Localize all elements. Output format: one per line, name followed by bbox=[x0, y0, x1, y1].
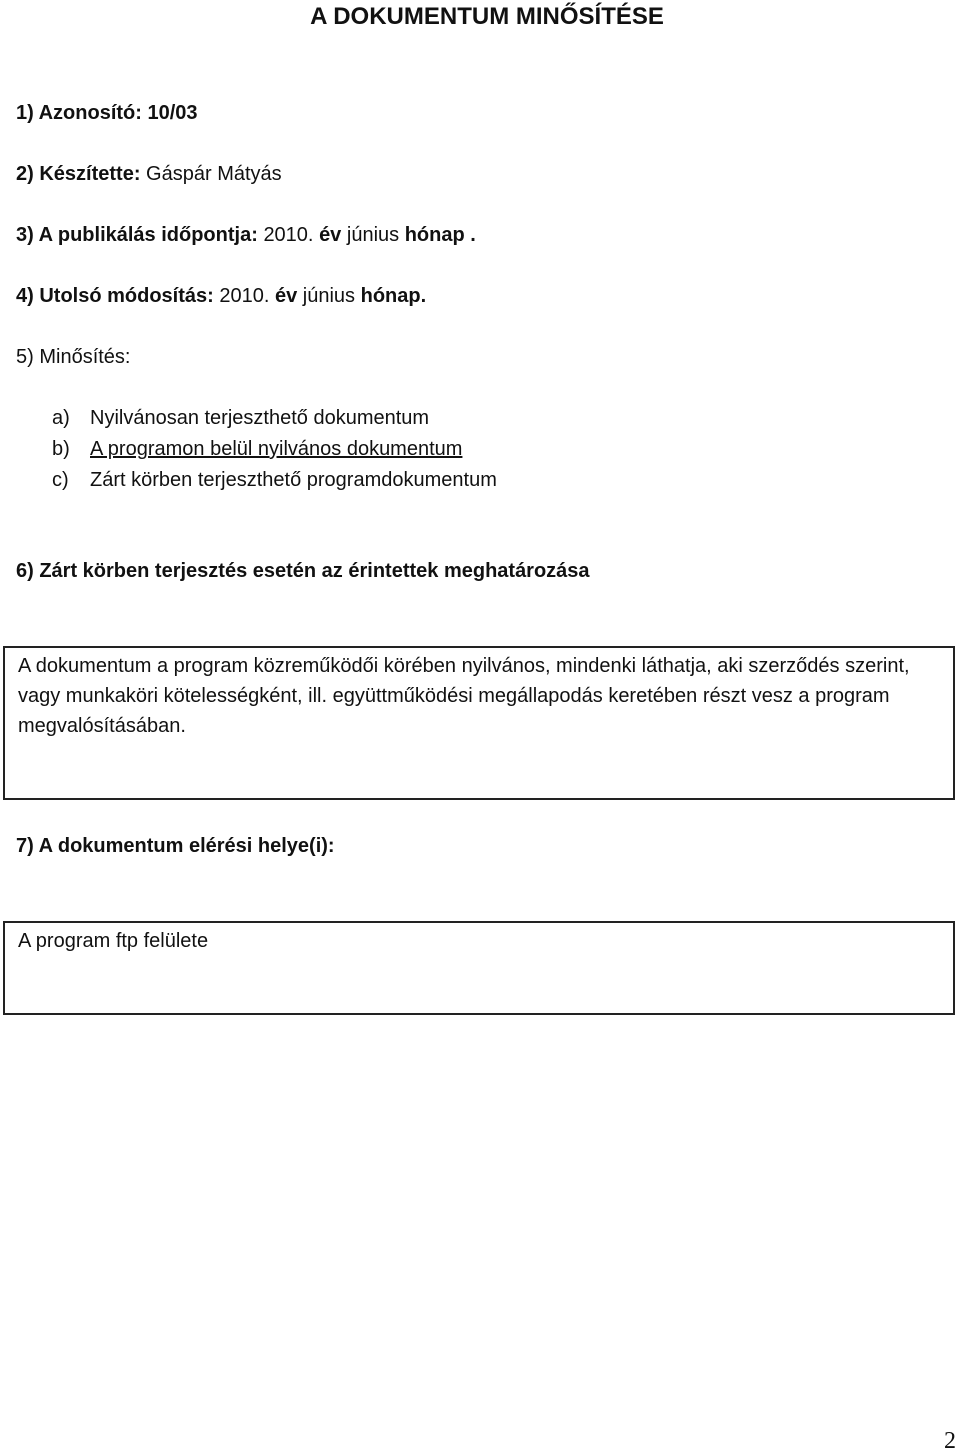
audience-box bbox=[3, 646, 955, 800]
option-letter: b) bbox=[52, 438, 70, 460]
modified-year: 2010. bbox=[219, 285, 270, 307]
publication-label: 3) A publikálás időpontja: bbox=[16, 224, 258, 246]
classification-option bbox=[52, 467, 497, 493]
location-label: 7) A dokumentum elérési helye(i): bbox=[16, 835, 335, 857]
modified-year-word: év bbox=[274, 285, 298, 307]
publication-year-word: év bbox=[319, 224, 342, 246]
audience-text: A dokumentum a program közreműködői körében nyilvános, mindenki láthatja, aki szerződés szerint, vagy munkaköri kötelességként, ill. együttműködési megállapodás keretében részt vesz a program megvalósításában. bbox=[18, 655, 910, 737]
option-text: Zárt körben terjeszthető programdokumentum bbox=[90, 469, 497, 491]
identifier-value: 10/03 bbox=[147, 102, 198, 124]
option-letter: c) bbox=[52, 469, 69, 491]
page-title: A DOKUMENTUM MINŐSÍTÉSE bbox=[310, 3, 664, 30]
option-text: Nyilvánosan terjeszthető dokumentum bbox=[90, 407, 430, 429]
field-publication-date bbox=[16, 222, 476, 248]
field-author bbox=[16, 161, 282, 187]
location-box bbox=[3, 921, 955, 1015]
modified-month: június bbox=[302, 285, 356, 307]
author-value: Gáspár Mátyás bbox=[146, 163, 282, 185]
field-last-modified bbox=[16, 283, 426, 309]
publication-month-word: hónap . bbox=[404, 224, 476, 246]
modified-month-word: hónap. bbox=[360, 285, 427, 307]
audience-label: 6) Zárt körben terjesztés esetén az érintettek meghatározása bbox=[16, 560, 590, 582]
classification-option bbox=[52, 405, 429, 431]
classification-option-selected bbox=[52, 436, 462, 462]
classification-label: 5) Minősítés: bbox=[16, 346, 131, 368]
field-identifier bbox=[16, 100, 198, 126]
publication-year: 2010. bbox=[263, 224, 314, 246]
publication-month: június bbox=[346, 224, 400, 246]
identifier-label: 1) Azonosító: bbox=[16, 102, 142, 124]
author-label: 2) Készítette: bbox=[16, 163, 141, 185]
page-number: 2 bbox=[944, 1428, 956, 1454]
modified-label: 4) Utolsó módosítás: bbox=[16, 285, 214, 307]
location-text: A program ftp felülete bbox=[18, 930, 209, 952]
option-text: A programon belül nyilvános dokumentum bbox=[90, 438, 463, 460]
option-letter: a) bbox=[52, 407, 70, 429]
